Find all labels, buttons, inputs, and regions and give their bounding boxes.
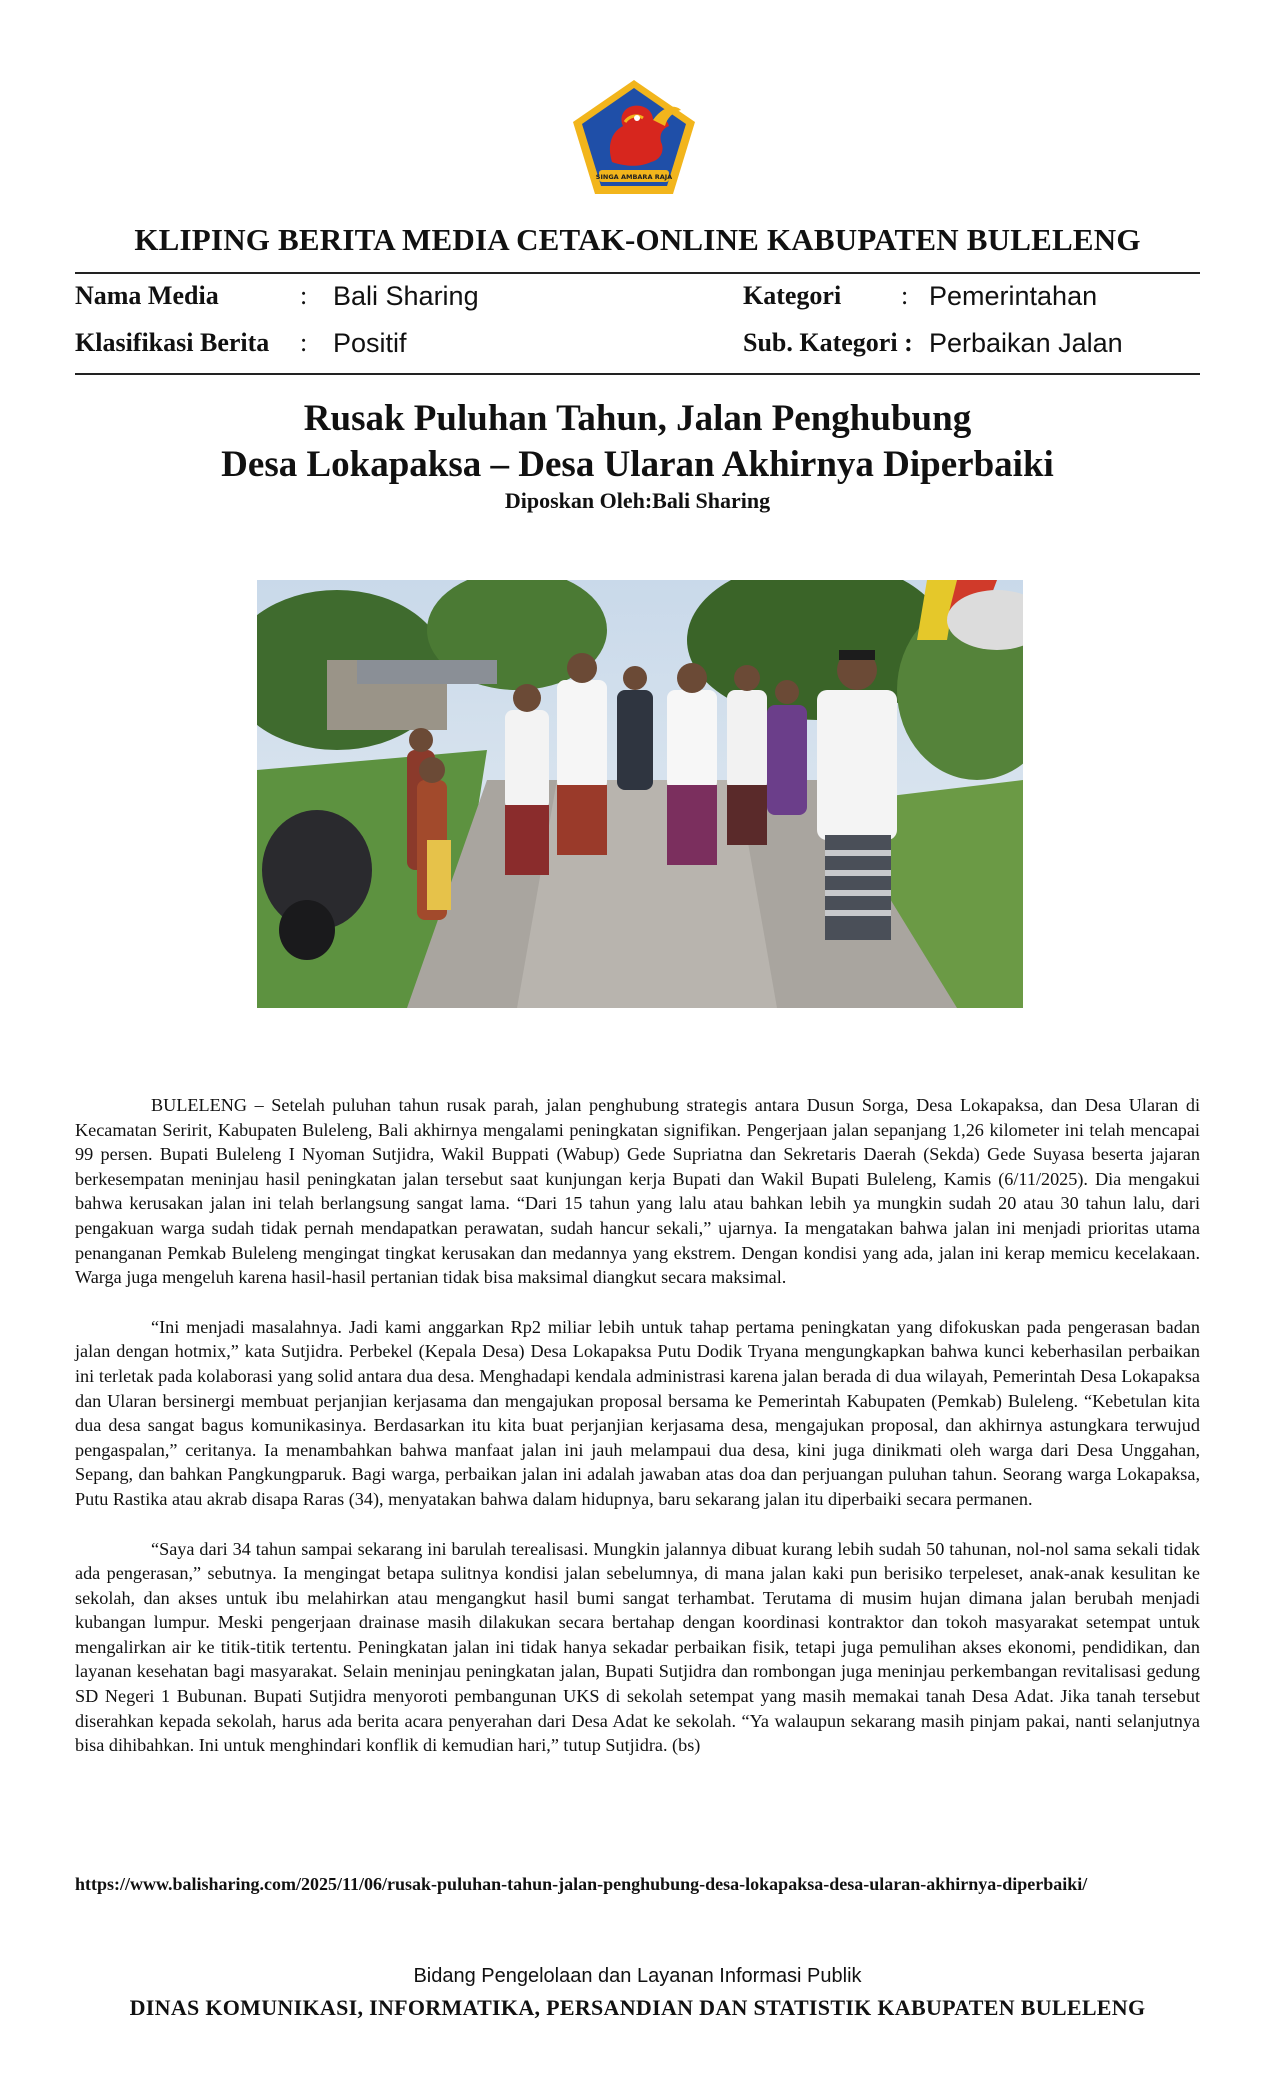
meta-row-klasifikasi bbox=[0, 328, 1275, 362]
kategori-label: Kategori bbox=[743, 281, 842, 310]
subkategori-label: Sub. Kategori : bbox=[743, 328, 913, 357]
klasifikasi-value: Positif bbox=[333, 328, 407, 358]
article-title-line-2: Desa Lokapaksa – Desa Ularan Akhirnya Diperbaiki bbox=[221, 444, 1054, 485]
media-colon: : bbox=[300, 281, 308, 310]
footer-agency: DINAS KOMUNIKASI, INFORMATIKA, PERSANDIAN DAN STATISTIK KABUPATEN BULELENG bbox=[129, 1995, 1146, 2020]
article-paragraph-2: “Ini menjadi masalahnya. Jadi kami anggarkan Rp2 miliar lebih untuk tahap pertama peningkatan yang difokuskan pada pengerasan badan jalan dengan hotmix,” kata Sutjidra. Perbekel (Kepala Desa) Desa Lokapaksa Putu Dodik Tryana mengungkapkan bahwa kunci keberhasilan perbaikan ini terletak pada kolaborasi yang solid antara dua desa. Menghadapi kendala administrasi karena jalan berada di dua wilayah, Pemerintah Desa Lokapaksa dan Ularan bersinergi membuat perjanjian kerjasama dan mengajukan proposal bersama ke Pemerintah Kabupaten (Pemkab) Buleleng. “Kebetulan kita dua desa sangat bagus komunikasinya. Berdasarkan itu kita buat perjanjian kerjasama desa, mengajukan proposal, dan akhirnya astungkara terwujud pengaspalan,” ceritanya. Ia menambahkan bahwa manfaat jalan ini jauh melampaui dua desa, kini juga dinikmati oleh warga dari Desa Unggahan, Sepang, dan bahkan Pangkungparuk. Bagi warga, perbaikan jalan ini adalah jawaban atas doa dan perjuangan puluhan tahun. Seorang warga Lokapaksa, Putu Rastika atau akrab disapa Raras (34), menyatakan bahwa dalam hidupnya, baru sekarang jalan itu diperbaiki secara permanen. bbox=[75, 1316, 1200, 1509]
meta-divider bbox=[75, 373, 1200, 375]
klasifikasi-label: Klasifikasi Berita bbox=[75, 328, 270, 357]
article-paragraph-1: BULELENG – Setelah puluhan tahun rusak parah, jalan penghubung strategis antara Dusun Sorga, Desa Lokapaksa, dan Desa Ularan di Kecamatan Seririt, Kabupaten Buleleng, Bali akhirnya mengalami peningkatan signifikan. Pengerjaan jalan sepanjang 1,26 kilometer ini telah mencapai 99 persen. Bupati Buleleng I Nyoman Sutjidra, Wakil Buppati (Wabup) Gede Supriatna dan Sekretaris Daerah (Sekda) Gede Suyasa beserta jajaran berkesempatan meninjau hasil peningkatan jalan tersebut saat kunjungan kerja Bupati dan Wakil Bupati Buleleng, Kamis (6/11/2025). Dia mengakui bahwa kerusakan jalan ini telah berlangsung sangat lama. “Dari 15 tahun yang lalu atau bahkan lebih ya mungkin sudah 20 atau 30 tahun lalu, dari pengakuan warga sudah tidak pernah mendapatkan perawatan, sudah hancur sekali,” ujarnya. Ia mengatakan bahwa jalan ini menjadi prioritas utama penanganan Pemkab Buleleng mengingat tingkat kerusakan dan medannya yang ekstrem. Dengan kondisi yang ada, jalan ini kerap memicu kecelakaan. Warga juga mengeluh karena hasil-hasil pertanian tidak bisa maksimal diangkut secara maksimal. bbox=[75, 1095, 1200, 1288]
meta-row-media bbox=[0, 281, 1275, 315]
footer-division: Bidang Pengelolaan dan Layanan Informasi Publik bbox=[413, 1965, 862, 1987]
top-divider bbox=[75, 272, 1200, 274]
media-label: Nama Media bbox=[75, 281, 219, 310]
article-source-link[interactable]: https://www.balisharing.com/2025/11/06/rusak-puluhan-tahun-jalan-penghubung-desa-lokapaksa-desa-ularan-akhirnya-diperbaiki/ bbox=[75, 1874, 1088, 1894]
article-title-line-1: Rusak Puluhan Tahun, Jalan Penghubung bbox=[303, 398, 972, 439]
subkategori-value: Perbaikan Jalan bbox=[929, 328, 1123, 358]
article-title bbox=[0, 396, 1275, 488]
article-paragraph-3: “Saya dari 34 tahun sampai sekarang ini barulah terealisasi. Mungkin jalannya dibuat kurang lebih sudah 50 tahunan, nol-nol sama sekali tidak ada pengerasan,” sebutnya. Ia mengingat betapa sulitnya kondisi jalan sebelumnya, di mana jalan kaki pun berisiko terpeleset, anak-anak kesulitan ke sekolah, dan akses untuk ibu melahirkan atau mengangkut hasil bumi sangat terhambat. Terutama di musim hujan dimana jalan berubah menjadi kubangan lumpur. Meski pengerjaan drainase masih dilakukan secara bertahap dengan koordinasi kontraktor dan tokoh masyarakat setempat untuk mengalirkan air ke titik-titik tertentu. Peningkatan jalan ini tidak hanya sekadar perbaikan fisik, tetapi juga pemulihan akses ekonomi, pendidikan, dan layanan kesehatan bagi masyarakat. Selain meninjau peningkatan jalan, Bupati Sutjidra dan rombongan juga meninjau perkembangan revitalisasi gedung SD Negeri 1 Bubunan. Bupati Sutjidra menyoroti pembangunan UKS di sekolah setempat yang masih memakai tanah Desa Adat. Jika tanah tersebut diserahkan kepada sekolah, harus ada berita acara penyerahan dari Desa Adat ke sekolah. “Ya walaupun sekarang masih pinjam pakai, nanti selanjutnya bisa dihibahkan. Ini untuk menghindari konflik di kemudian hari,” tutup Sutjidra. (bs) bbox=[75, 1538, 1200, 1756]
media-value: Bali Sharing bbox=[333, 281, 479, 311]
emblem-motto: SINGA AMBARA RAJA bbox=[595, 173, 673, 181]
article-body bbox=[75, 1093, 1200, 1783]
news-photo-officials-walking-on-road-icon bbox=[257, 580, 1023, 1008]
kategori-value: Pemerintahan bbox=[929, 281, 1098, 311]
kategori-colon: : bbox=[901, 281, 909, 310]
clipping-header-title: KLIPING BERITA MEDIA CETAK-ONLINE KABUPATEN BULELENG bbox=[134, 222, 1141, 257]
buleleng-regency-emblem-icon bbox=[567, 76, 701, 200]
article-byline: Diposkan Oleh:Bali Sharing bbox=[504, 488, 771, 513]
klasifikasi-colon: : bbox=[300, 328, 308, 357]
